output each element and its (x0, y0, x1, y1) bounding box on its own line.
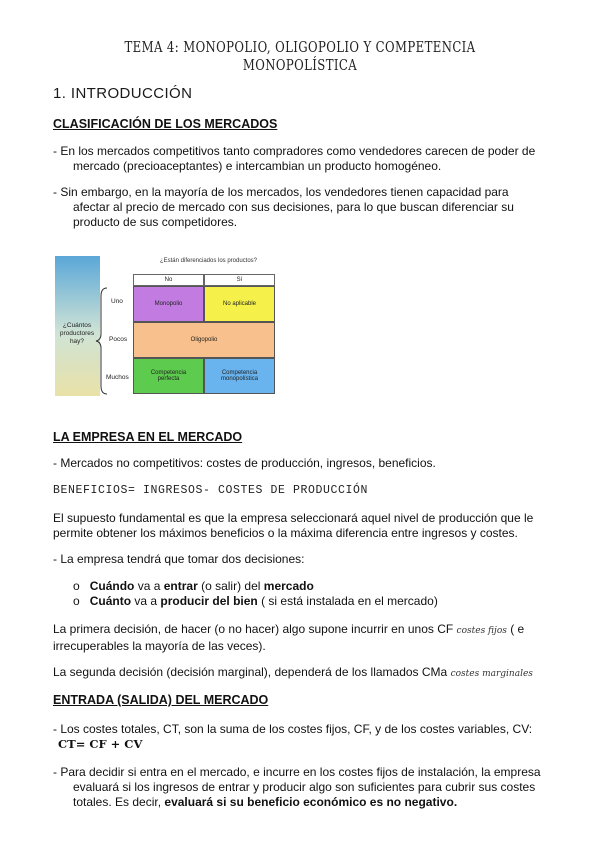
text-line: irrecuperables la mayoría de las veces). (53, 639, 266, 653)
heading-empresa-mercado: LA EMPRESA EN EL MERCADO (53, 430, 243, 444)
text: va a (131, 594, 161, 608)
text-line: mercado (precioaceptantes) e intercambian un producto homogéneo. (73, 159, 442, 173)
text: (o salir) del (197, 579, 264, 593)
cell-competencia-perfecta: Competencia perfecta (133, 358, 204, 394)
sub-bullet-cuanto (73, 594, 438, 609)
bullet-sin-embargo (53, 185, 563, 230)
section-heading-introduccion: 1. INTRODUCCIÓN (53, 85, 193, 102)
question-cuantos-productores: ¿Cuántos productores hay? (59, 322, 95, 345)
formula-ct: CT= CF + CV (58, 737, 143, 751)
handwritten-costes-fijos: costes fijos (456, 626, 507, 636)
heading-clasificacion: CLASIFICACIÓN DE LOS MERCADOS (53, 117, 278, 131)
page-title: TEMA 4: MONOPOLIO, OLIGOPOLIO Y COMPETENCIA MONOPOLÍSTICA (124, 38, 476, 74)
text-line: - Para decidir si entra en el mercado, e incurre en los costes fijos de instalación, la empresa (53, 765, 541, 779)
bold-producir: producir del bien (160, 594, 258, 608)
handwritten-costes-marginales: costes marginales (450, 669, 533, 679)
market-classification-diagram (55, 256, 282, 396)
text-line: producto de sus competidores. (73, 215, 238, 229)
text-line: - Sin embargo, en la mayoría de los mercados, los vendedores tienen capacidad para (53, 185, 509, 199)
formula-beneficios: BENEFICIOS= INGRESOS- COSTES DE PRODUCCIÓN (53, 484, 369, 497)
paragraph-primera-decision (53, 622, 563, 654)
text-line: afectar al precio de mercado con sus decisiones, para lo que buscan diferenciar su (73, 200, 514, 214)
bold-mercado: mercado (263, 579, 314, 593)
text: va a (134, 579, 164, 593)
bold-beneficio-no-negativo: evaluará si su beneficio económico es no negativo. (164, 795, 458, 809)
row-label-muchos: Muchos (106, 374, 129, 381)
text: La segunda decisión (decisión marginal), dependerá de los llamados CMa (53, 665, 451, 679)
bullet-costes-totales: - Los costes totales, CT, son la suma de los costes fijos, CF, y de los costes variables, CV: (53, 722, 533, 736)
heading-entrada-salida: ENTRADA (SALIDA) DEL MERCADO (53, 693, 269, 707)
text-line: evaluará si los ingresos de entrar y producir algo son suficientes para cubrir sus costes (73, 780, 536, 794)
bullet-mercados-no-competitivos: - Mercados no competitivos: costes de producción, ingresos, beneficios. (53, 456, 436, 470)
bold-cuanto: Cuánto (89, 594, 132, 608)
cell-competencia-monopolistica: Competencia monopolística (204, 358, 275, 394)
paragraph-supuesto (53, 511, 563, 541)
paragraph-segunda-decision (53, 665, 563, 682)
text: La primera decisión, de hacer (o no hacer) algo supone incurrir en unos CF (53, 622, 457, 636)
text-line: - En los mercados competitivos tanto compradores como vendedores carecen de poder de (53, 144, 536, 158)
bold-entrar: entrar (163, 579, 198, 593)
circle-bullet-icon: o (73, 579, 80, 593)
row-label-uno: Uno (111, 298, 123, 305)
circle-bullet-icon: o (73, 594, 80, 608)
row-label-pocos: Pocos (109, 336, 128, 343)
bold-cuando: Cuándo (89, 579, 135, 593)
column-header-no: No (133, 274, 204, 286)
text-line: El supuesto fundamental es que la empresa seleccionará aquel nivel de producción que le (53, 511, 534, 525)
column-header-si: Sí (204, 274, 275, 286)
sub-bullet-cuando (73, 579, 314, 594)
cell-monopolio: Monopolio (133, 286, 204, 322)
bullet-dos-decisiones: - La empresa tendrá que tomar dos decisiones: (53, 552, 305, 566)
text: ( e (506, 622, 525, 636)
cell-no-aplicable: No aplicable (204, 286, 275, 322)
text: totales. Es decir, (73, 795, 165, 809)
bullet-decidir-entrada (53, 765, 573, 810)
text-line: permite obtener los máximos beneficios o la máxima diferencia entre ingresos y costes. (53, 526, 518, 540)
bullet-mercados-competitivos (53, 144, 563, 174)
question-diferenciados: ¿Están diferenciados los productos? (159, 258, 258, 264)
cell-oligopolio: Oligopolio (133, 322, 275, 358)
text: ( si está instalada en el mercado) (257, 594, 438, 608)
